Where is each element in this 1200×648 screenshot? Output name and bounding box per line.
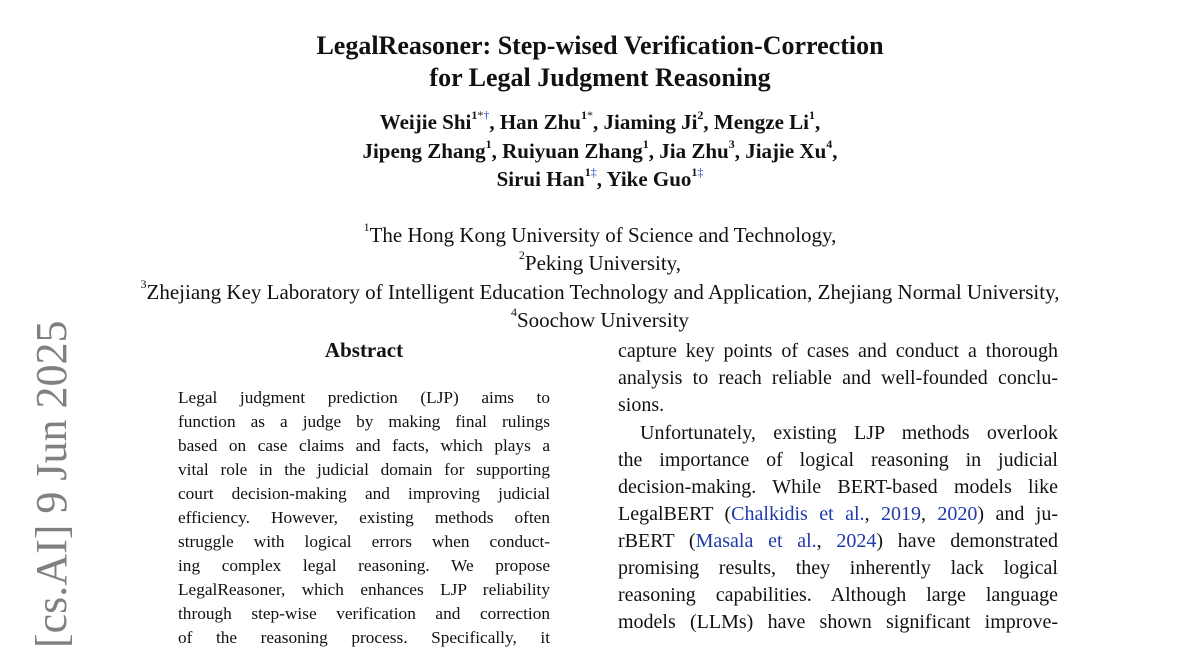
body-line: Unfortunately, existing LJP methods overlook	[640, 422, 1058, 444]
affiliation-2: $^2$Peking University,	[518, 248, 682, 276]
author-line-2	[0, 137, 1200, 166]
body-line: models (LLMs) have shown significant improve-	[618, 611, 1058, 633]
author-affiliation-mark: 1	[485, 136, 492, 151]
abstract-line: based on case claims and facts, which plays a	[178, 436, 550, 455]
abstract-heading: Abstract	[324, 338, 404, 362]
author-name: Jiaming Ji	[603, 110, 698, 134]
affiliation-4: $^4$Soochow University	[510, 304, 690, 332]
author-name: Ruiyuan Zhang	[502, 138, 643, 163]
author-line-1	[0, 108, 1200, 137]
affiliation-1: $^1$The Hong Kong University of Science and Technology,	[363, 220, 837, 247]
body-line: LegalBERT (Chalkidis et al., 2019, 2020) and ju-	[618, 503, 1058, 525]
author-footnote-mark[interactable]: ‡	[697, 165, 704, 179]
author-name: Han Zhu	[499, 110, 581, 134]
author-name: Jipeng Zhang	[362, 138, 486, 163]
abstract-line: Legal judgment prediction (LJP) aims to	[178, 388, 550, 407]
affiliation-list	[0, 221, 1200, 334]
abstract-line: LegalReasoner, which enhances LJP reliability	[178, 580, 550, 599]
abstract-line: vital role in the judicial domain for supporting	[178, 460, 550, 479]
author-affiliation-mark: 1	[642, 136, 649, 151]
author-separator: ,	[491, 138, 503, 163]
author-affiliation-mark: 2	[697, 108, 704, 122]
author-line-3	[0, 165, 1200, 194]
body-line: reasoning capabilities. Although large language	[618, 584, 1058, 606]
abstract-line: ing complex legal reasoning. We propose	[178, 556, 550, 575]
body-line: decision-making. While BERT-based models like	[618, 476, 1058, 498]
author-name: Sirui Han	[496, 167, 585, 191]
citation-link[interactable]: 2019	[880, 503, 921, 525]
author-affiliation-mark: 1*	[580, 108, 593, 122]
citation-link[interactable]: Chalkidis et al.	[731, 503, 865, 525]
author-name: Mengze Li	[713, 110, 809, 134]
author-affiliation-mark: 1*†	[471, 108, 490, 122]
author-name: Jiajie Xu	[745, 138, 827, 163]
body-line: capture key points of cases and conduct a thorough	[618, 340, 1058, 362]
author-separator: ,	[489, 110, 500, 134]
author-separator: ,	[648, 138, 660, 163]
abstract-line: court decision-making and improving judicial	[178, 484, 550, 503]
author-separator: ,	[832, 138, 838, 163]
author-list	[0, 108, 1200, 194]
body-line: promising results, they inherently lack logical	[618, 557, 1058, 579]
title-line-1: LegalReasoner: Step-wised Verification-Correction	[316, 31, 884, 60]
body-line: rBERT (Masala et al., 2024) have demonstrated	[618, 530, 1059, 552]
citation-link[interactable]: Masala et al.	[695, 530, 817, 552]
author-name: Yike Guo	[606, 167, 692, 191]
author-affiliation-mark: 3	[728, 136, 735, 151]
author-footnote-mark[interactable]: ‡	[590, 165, 597, 179]
paper-title	[0, 30, 1200, 94]
abstract-line: efficiency. However, existing methods often	[178, 508, 550, 527]
author-affiliation-mark: 1‡	[691, 165, 704, 179]
body-line: the importance of logical reasoning in judicial	[618, 449, 1058, 471]
abstract-line: through step-wise verification and correction	[178, 604, 550, 623]
citation-link[interactable]: 2024	[836, 530, 877, 552]
author-separator: ,	[734, 138, 746, 163]
author-footnote-mark[interactable]: †	[483, 108, 490, 122]
author-affiliation-mark: 1	[808, 108, 815, 122]
body-line: analysis to reach reliable and well-founded conclu-	[618, 367, 1058, 389]
author-separator: ,	[703, 110, 714, 134]
author-separator: ,	[814, 110, 821, 134]
author-affiliation-mark: 1‡	[584, 165, 597, 179]
author-separator: ,	[592, 110, 604, 134]
title-line-2: for Legal Judgment Reasoning	[429, 63, 771, 92]
citation-link[interactable]: 2020	[937, 503, 978, 525]
author-separator: ,	[596, 167, 607, 191]
body-line: sions.	[618, 394, 665, 416]
abstract-line: of the reasoning process. Specifically, it	[178, 628, 550, 647]
arxiv-side-stamp: [cs.AI] 9 Jun 2025	[27, 320, 76, 648]
author-affiliation-mark: 4	[826, 136, 833, 151]
abstract-line: function as a judge by making final rulings	[178, 412, 550, 431]
abstract-line: struggle with logical errors when conduct-	[178, 532, 550, 551]
author-name: Jia Zhu	[659, 138, 729, 163]
affiliation-3: $^3$Zhejiang Key Laboratory of Intelligent Education Technology and Application, Zhejiang Normal University,	[140, 276, 1060, 304]
author-name: Weijie Shi	[379, 110, 472, 134]
